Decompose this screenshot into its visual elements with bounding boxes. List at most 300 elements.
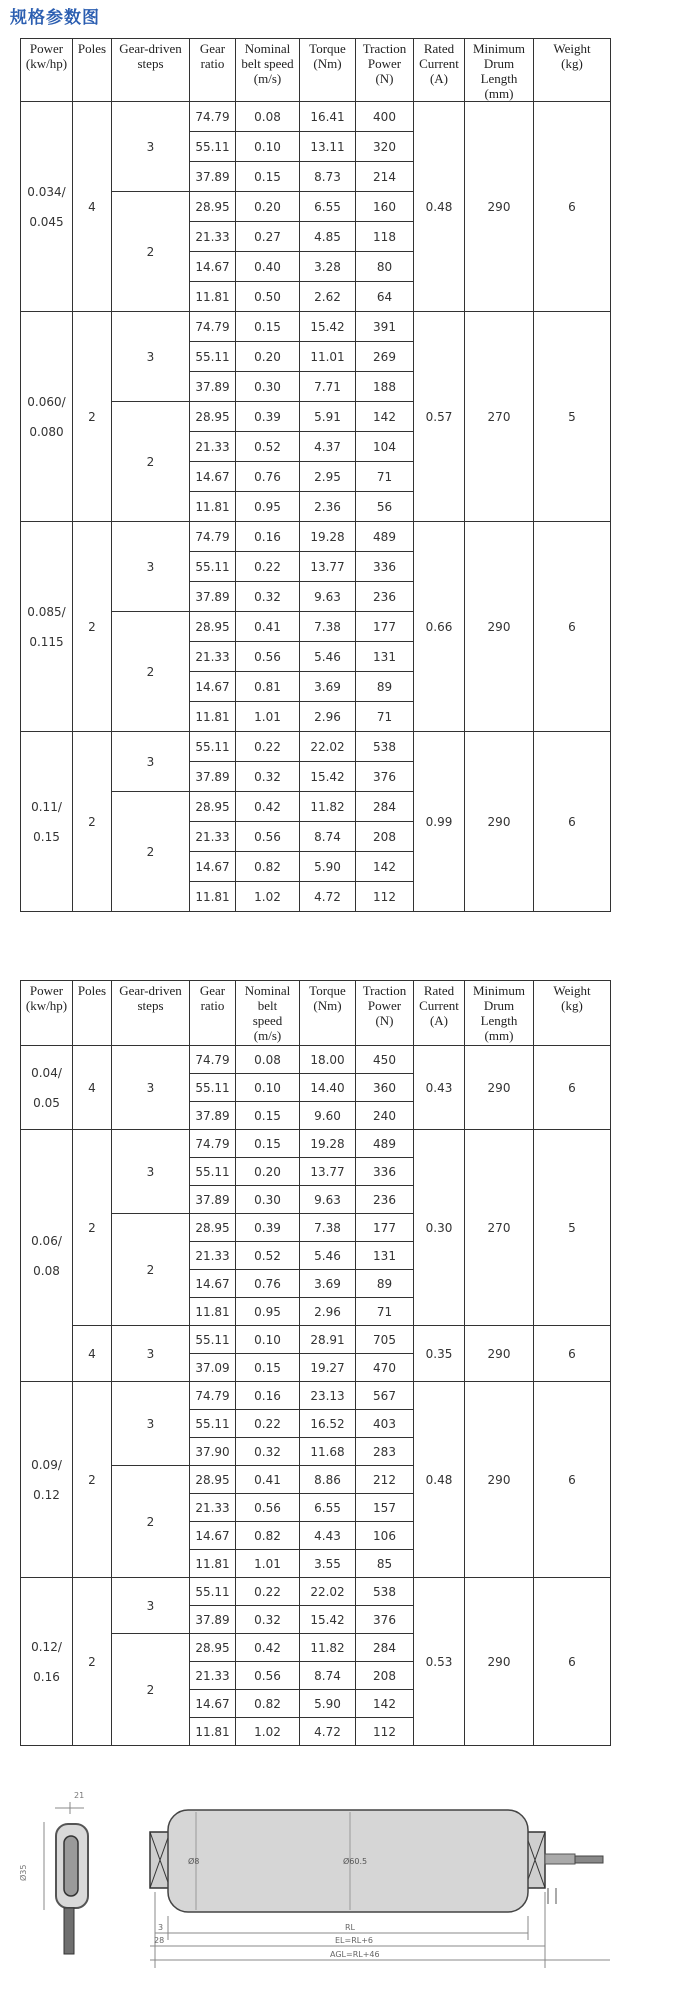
gear-ratio-cell: 74.79 (190, 312, 236, 342)
table-row (21, 1046, 611, 1074)
table-row (21, 522, 611, 552)
spec-table-1 (20, 38, 611, 912)
power-value: 0.04/ (31, 1065, 62, 1080)
column-header-line: Nominal (244, 41, 291, 56)
current-cell: 0.43 (414, 1046, 465, 1130)
torque-cell: 4.43 (300, 1522, 356, 1550)
gear-ratio-cell: 74.79 (190, 1046, 236, 1074)
belt-speed-cell: 0.10 (236, 1074, 300, 1102)
current-cell: 0.48 (414, 102, 465, 312)
traction-cell: 214 (356, 162, 414, 192)
steps-cell: 3 (112, 1130, 190, 1214)
steps-cell: 3 (112, 1382, 190, 1466)
gear-ratio-cell: 37.89 (190, 1102, 236, 1130)
column-header-line: Current (419, 998, 459, 1013)
torque-cell: 3.69 (300, 672, 356, 702)
belt-speed-cell: 0.52 (236, 1242, 300, 1270)
weight-cell: 5 (534, 1130, 611, 1326)
belt-speed-cell: 0.22 (236, 552, 300, 582)
traction-cell: 269 (356, 342, 414, 372)
traction-cell: 236 (356, 582, 414, 612)
steps-cell: 2 (112, 792, 190, 912)
gear-ratio-cell: 28.95 (190, 192, 236, 222)
traction-cell: 450 (356, 1046, 414, 1074)
column-header (236, 39, 300, 102)
torque-cell: 5.46 (300, 1242, 356, 1270)
torque-cell: 5.46 (300, 642, 356, 672)
poles-cell: 2 (73, 732, 112, 912)
belt-speed-cell: 0.41 (236, 612, 300, 642)
belt-speed-cell: 0.82 (236, 1522, 300, 1550)
torque-cell: 15.42 (300, 312, 356, 342)
current-cell: 0.57 (414, 312, 465, 522)
gear-ratio-cell: 28.95 (190, 402, 236, 432)
gear-ratio-cell: 11.81 (190, 282, 236, 312)
current-cell: 0.48 (414, 1382, 465, 1578)
torque-cell: 5.90 (300, 1690, 356, 1718)
table-row (21, 312, 611, 342)
column-header (236, 981, 300, 1046)
traction-cell: 131 (356, 1242, 414, 1270)
belt-speed-cell: 0.41 (236, 1466, 300, 1494)
gear-ratio-cell: 11.81 (190, 1550, 236, 1578)
poles-cell: 4 (73, 1326, 112, 1382)
torque-cell: 15.42 (300, 762, 356, 792)
torque-cell: 4.37 (300, 432, 356, 462)
belt-speed-cell: 0.81 (236, 672, 300, 702)
torque-cell: 8.86 (300, 1466, 356, 1494)
weight-cell: 6 (534, 1046, 611, 1130)
steps-cell: 3 (112, 1046, 190, 1130)
gear-ratio-cell: 11.81 (190, 492, 236, 522)
torque-cell: 19.28 (300, 1130, 356, 1158)
column-header-line: (mm) (484, 1028, 514, 1043)
traction-cell: 283 (356, 1438, 414, 1466)
traction-cell: 112 (356, 882, 414, 912)
belt-speed-cell: 0.30 (236, 1186, 300, 1214)
column-header (190, 39, 236, 102)
current-cell: 0.30 (414, 1130, 465, 1326)
traction-cell: 104 (356, 432, 414, 462)
traction-cell: 360 (356, 1074, 414, 1102)
torque-cell: 2.62 (300, 282, 356, 312)
traction-cell: 391 (356, 312, 414, 342)
column-header-line: Nominal (244, 983, 291, 998)
belt-speed-cell: 0.08 (236, 1046, 300, 1074)
traction-cell: 71 (356, 702, 414, 732)
traction-cell: 336 (356, 552, 414, 582)
table-row (21, 1130, 611, 1158)
gear-ratio-cell: 11.81 (190, 1718, 236, 1746)
power-value: 0.085/ (27, 604, 66, 619)
belt-speed-cell: 0.76 (236, 1270, 300, 1298)
column-header-line: (N) (375, 1013, 394, 1028)
belt-speed-cell: 0.56 (236, 1494, 300, 1522)
traction-cell: 142 (356, 852, 414, 882)
traction-cell: 80 (356, 252, 414, 282)
traction-cell: 489 (356, 522, 414, 552)
poles-cell: 2 (73, 312, 112, 522)
belt-speed-cell: 0.82 (236, 852, 300, 882)
power-cell (21, 312, 73, 522)
belt-speed-cell: 0.42 (236, 792, 300, 822)
length-cell: 290 (465, 102, 534, 312)
power-value: 0.16 (33, 1669, 60, 1684)
gear-ratio-cell: 28.95 (190, 1466, 236, 1494)
column-header-line: (kg) (561, 56, 583, 71)
column-header-line: Poles (77, 41, 107, 56)
traction-cell: 89 (356, 672, 414, 702)
belt-speed-cell: 0.20 (236, 1158, 300, 1186)
column-header-line: (N) (375, 71, 394, 86)
gear-ratio-cell: 21.33 (190, 822, 236, 852)
belt-speed-cell: 0.22 (236, 1578, 300, 1606)
power-value: 0.09/ (31, 1457, 62, 1472)
length-cell: 270 (465, 312, 534, 522)
column-header-line: Power (367, 56, 402, 71)
torque-cell: 13.77 (300, 1158, 356, 1186)
traction-cell: 208 (356, 1662, 414, 1690)
traction-cell: 336 (356, 1158, 414, 1186)
gear-ratio-cell: 55.11 (190, 342, 236, 372)
table-row (21, 732, 611, 762)
column-header-line: Drum (483, 998, 515, 1013)
belt-speed-cell: 0.08 (236, 102, 300, 132)
torque-cell: 11.82 (300, 792, 356, 822)
belt-speed-cell: 1.01 (236, 702, 300, 732)
length-cell: 290 (465, 522, 534, 732)
gear-ratio-cell: 74.79 (190, 102, 236, 132)
column-header-line: Current (419, 56, 459, 71)
traction-cell: 131 (356, 642, 414, 672)
traction-cell: 489 (356, 1130, 414, 1158)
column-header-line: speed (252, 1013, 283, 1028)
gear-ratio-cell: 14.67 (190, 1522, 236, 1550)
column-header (465, 39, 534, 102)
column-header (534, 39, 611, 102)
weight-cell: 5 (534, 312, 611, 522)
power-value: 0.060/ (27, 394, 66, 409)
gear-ratio-cell: 11.81 (190, 702, 236, 732)
belt-speed-cell: 0.40 (236, 252, 300, 282)
column-header-line: (kw/hp) (25, 56, 68, 71)
torque-cell: 8.74 (300, 1662, 356, 1690)
gear-ratio-cell: 14.67 (190, 1690, 236, 1718)
traction-cell: 106 (356, 1522, 414, 1550)
steps-cell: 2 (112, 1634, 190, 1746)
column-header-line: steps (137, 998, 164, 1013)
column-header-line: Weight (553, 41, 591, 56)
traction-cell: 320 (356, 132, 414, 162)
column-header-line: ratio (200, 998, 225, 1013)
gear-ratio-cell: 28.95 (190, 1634, 236, 1662)
column-header-line: Traction (362, 983, 407, 998)
steps-cell: 3 (112, 732, 190, 792)
gear-ratio-cell: 55.11 (190, 1578, 236, 1606)
torque-cell: 9.60 (300, 1102, 356, 1130)
belt-speed-cell: 0.22 (236, 732, 300, 762)
page-title: 规格参数图 (10, 8, 100, 28)
column-header-line: Minimum (472, 983, 525, 998)
traction-cell: 470 (356, 1354, 414, 1382)
belt-speed-cell: 0.95 (236, 492, 300, 522)
dim-28: 28 (154, 1936, 165, 1945)
torque-cell: 8.73 (300, 162, 356, 192)
column-header-line: Gear (199, 41, 226, 56)
traction-cell: 403 (356, 1410, 414, 1438)
column-header-line: (A) (429, 1013, 449, 1028)
traction-cell: 64 (356, 282, 414, 312)
traction-cell: 112 (356, 1718, 414, 1746)
belt-speed-cell: 0.39 (236, 1214, 300, 1242)
belt-speed-cell: 0.52 (236, 432, 300, 462)
torque-cell: 4.72 (300, 1718, 356, 1746)
length-cell: 290 (465, 1578, 534, 1746)
column-header-line: Power (29, 41, 64, 56)
belt-speed-cell: 0.10 (236, 132, 300, 162)
weight-cell: 6 (534, 1578, 611, 1746)
current-cell: 0.66 (414, 522, 465, 732)
traction-cell: 284 (356, 1634, 414, 1662)
side-view (18, 1791, 88, 1954)
gear-ratio-cell: 37.90 (190, 1438, 236, 1466)
column-header-line: Rated (423, 983, 455, 998)
torque-cell: 7.38 (300, 612, 356, 642)
length-cell: 270 (465, 1130, 534, 1326)
torque-cell: 19.28 (300, 522, 356, 552)
table-row (21, 1382, 611, 1410)
steps-cell: 2 (112, 402, 190, 522)
steps-cell: 2 (112, 1214, 190, 1326)
column-header (534, 981, 611, 1046)
torque-cell: 2.36 (300, 492, 356, 522)
power-value: 0.045 (29, 214, 64, 229)
belt-speed-cell: 0.22 (236, 1410, 300, 1438)
traction-cell: 538 (356, 1578, 414, 1606)
column-header-line: steps (137, 56, 164, 71)
column-header (73, 39, 112, 102)
traction-cell: 538 (356, 732, 414, 762)
dim-el: EL=RL+6 (335, 1936, 374, 1945)
power-value: 0.06/ (31, 1233, 62, 1248)
traction-cell: 188 (356, 372, 414, 402)
column-header-line: (mm) (484, 86, 514, 101)
traction-cell: 567 (356, 1382, 414, 1410)
torque-cell: 3.28 (300, 252, 356, 282)
gear-ratio-cell: 21.33 (190, 1662, 236, 1690)
gear-ratio-cell: 37.09 (190, 1354, 236, 1382)
poles-cell: 2 (73, 1382, 112, 1578)
traction-cell: 212 (356, 1466, 414, 1494)
column-header-line: (kw/hp) (25, 998, 68, 1013)
torque-cell: 4.85 (300, 222, 356, 252)
dim-side-top: 21 (74, 1791, 85, 1800)
column-header-line: (A) (429, 71, 449, 86)
gear-ratio-cell: 37.89 (190, 762, 236, 792)
column-header (112, 39, 190, 102)
belt-speed-cell: 0.16 (236, 1382, 300, 1410)
traction-cell: 705 (356, 1326, 414, 1354)
traction-cell: 71 (356, 462, 414, 492)
torque-cell: 9.63 (300, 1186, 356, 1214)
power-cell (21, 1046, 73, 1130)
column-header-line: belt speed (241, 56, 294, 71)
dim-agl: AGL=RL+46 (330, 1950, 380, 1959)
power-value: 0.115 (29, 634, 64, 649)
column-header (21, 981, 73, 1046)
belt-speed-cell: 0.15 (236, 1354, 300, 1382)
traction-cell: 160 (356, 192, 414, 222)
torque-cell: 7.38 (300, 1214, 356, 1242)
torque-cell: 11.68 (300, 1438, 356, 1466)
column-header (112, 981, 190, 1046)
gear-ratio-cell: 55.11 (190, 1074, 236, 1102)
belt-speed-cell: 0.15 (236, 1102, 300, 1130)
column-header-line: Power (29, 983, 64, 998)
torque-cell: 11.01 (300, 342, 356, 372)
gear-ratio-cell: 14.67 (190, 672, 236, 702)
traction-cell: 85 (356, 1550, 414, 1578)
power-value: 0.15 (33, 829, 60, 844)
dim-side-left: Ø35 (19, 1864, 28, 1881)
table-row (21, 1326, 611, 1354)
belt-speed-cell: 0.15 (236, 312, 300, 342)
gear-ratio-cell: 28.95 (190, 612, 236, 642)
torque-cell: 14.40 (300, 1074, 356, 1102)
power-value: 0.034/ (27, 184, 66, 199)
gear-ratio-cell: 21.33 (190, 432, 236, 462)
gear-ratio-cell: 55.11 (190, 132, 236, 162)
column-header-line: Power (367, 998, 402, 1013)
weight-cell: 6 (534, 732, 611, 912)
torque-cell: 9.63 (300, 582, 356, 612)
gear-ratio-cell: 37.89 (190, 162, 236, 192)
traction-cell: 71 (356, 1298, 414, 1326)
traction-cell: 208 (356, 822, 414, 852)
dim-inner-dia: Ø8 (188, 1857, 200, 1866)
torque-cell: 2.96 (300, 702, 356, 732)
traction-cell: 376 (356, 762, 414, 792)
traction-cell: 240 (356, 1102, 414, 1130)
power-cell (21, 732, 73, 912)
gear-ratio-cell: 55.11 (190, 1410, 236, 1438)
power-cell (21, 1382, 73, 1578)
column-header-line: Poles (77, 983, 107, 998)
traction-cell: 177 (356, 1214, 414, 1242)
gear-ratio-cell: 55.11 (190, 552, 236, 582)
traction-cell: 177 (356, 612, 414, 642)
column-header-line: Traction (362, 41, 407, 56)
belt-speed-cell: 0.15 (236, 162, 300, 192)
gear-ratio-cell: 74.79 (190, 1130, 236, 1158)
gear-ratio-cell: 11.81 (190, 1298, 236, 1326)
belt-speed-cell: 0.50 (236, 282, 300, 312)
traction-cell: 376 (356, 1606, 414, 1634)
belt-speed-cell: 0.42 (236, 1634, 300, 1662)
gear-ratio-cell: 28.95 (190, 792, 236, 822)
column-header-line: Torque (309, 983, 346, 998)
belt-speed-cell: 0.95 (236, 1298, 300, 1326)
gear-ratio-cell: 28.95 (190, 1214, 236, 1242)
length-cell: 290 (465, 1326, 534, 1382)
gear-ratio-cell: 14.67 (190, 1270, 236, 1298)
gear-ratio-cell: 74.79 (190, 522, 236, 552)
torque-cell: 4.72 (300, 882, 356, 912)
steps-cell: 3 (112, 522, 190, 612)
column-header-line: belt (257, 998, 278, 1013)
torque-cell: 11.82 (300, 1634, 356, 1662)
poles-cell: 4 (73, 102, 112, 312)
belt-speed-cell: 0.20 (236, 192, 300, 222)
torque-cell: 13.77 (300, 552, 356, 582)
column-header (414, 39, 465, 102)
column-header-line: Length (480, 71, 518, 86)
gear-ratio-cell: 21.33 (190, 1494, 236, 1522)
power-cell (21, 1578, 73, 1746)
traction-cell: 400 (356, 102, 414, 132)
poles-cell: 2 (73, 1578, 112, 1746)
column-header (300, 981, 356, 1046)
length-cell: 290 (465, 732, 534, 912)
weight-cell: 6 (534, 1382, 611, 1578)
column-header (21, 39, 73, 102)
column-header (465, 981, 534, 1046)
gear-ratio-cell: 55.11 (190, 1326, 236, 1354)
belt-speed-cell: 0.32 (236, 1606, 300, 1634)
torque-cell: 2.95 (300, 462, 356, 492)
roller-drawing (0, 1780, 694, 2000)
traction-cell: 118 (356, 222, 414, 252)
torque-cell: 19.27 (300, 1354, 356, 1382)
power-value: 0.080 (29, 424, 64, 439)
table-row (21, 1578, 611, 1606)
torque-cell: 18.00 (300, 1046, 356, 1074)
poles-cell: 2 (73, 522, 112, 732)
steps-cell: 3 (112, 102, 190, 192)
gear-ratio-cell: 11.81 (190, 882, 236, 912)
torque-cell: 16.52 (300, 1410, 356, 1438)
gear-ratio-cell: 21.33 (190, 1242, 236, 1270)
torque-cell: 13.11 (300, 132, 356, 162)
current-cell: 0.35 (414, 1326, 465, 1382)
column-header (300, 39, 356, 102)
column-header-line: (m/s) (253, 71, 282, 86)
torque-cell: 2.96 (300, 1298, 356, 1326)
belt-speed-cell: 0.32 (236, 762, 300, 792)
belt-speed-cell: 0.16 (236, 522, 300, 552)
steps-cell: 2 (112, 192, 190, 312)
power-value: 0.11/ (31, 799, 62, 814)
column-header (356, 981, 414, 1046)
power-cell (21, 522, 73, 732)
belt-speed-cell: 0.56 (236, 822, 300, 852)
torque-cell: 6.55 (300, 192, 356, 222)
belt-speed-cell: 0.39 (236, 402, 300, 432)
gear-ratio-cell: 74.79 (190, 1382, 236, 1410)
gear-ratio-cell: 37.89 (190, 1186, 236, 1214)
power-value: 0.08 (33, 1263, 60, 1278)
torque-cell: 8.74 (300, 822, 356, 852)
torque-cell: 3.55 (300, 1550, 356, 1578)
belt-speed-cell: 0.82 (236, 1690, 300, 1718)
gear-ratio-cell: 37.89 (190, 1606, 236, 1634)
column-header-line: Weight (553, 983, 591, 998)
belt-speed-cell: 1.02 (236, 1718, 300, 1746)
gear-ratio-cell: 14.67 (190, 462, 236, 492)
gear-ratio-cell: 55.11 (190, 1158, 236, 1186)
dim-rl: RL (345, 1923, 356, 1932)
torque-cell: 5.91 (300, 402, 356, 432)
